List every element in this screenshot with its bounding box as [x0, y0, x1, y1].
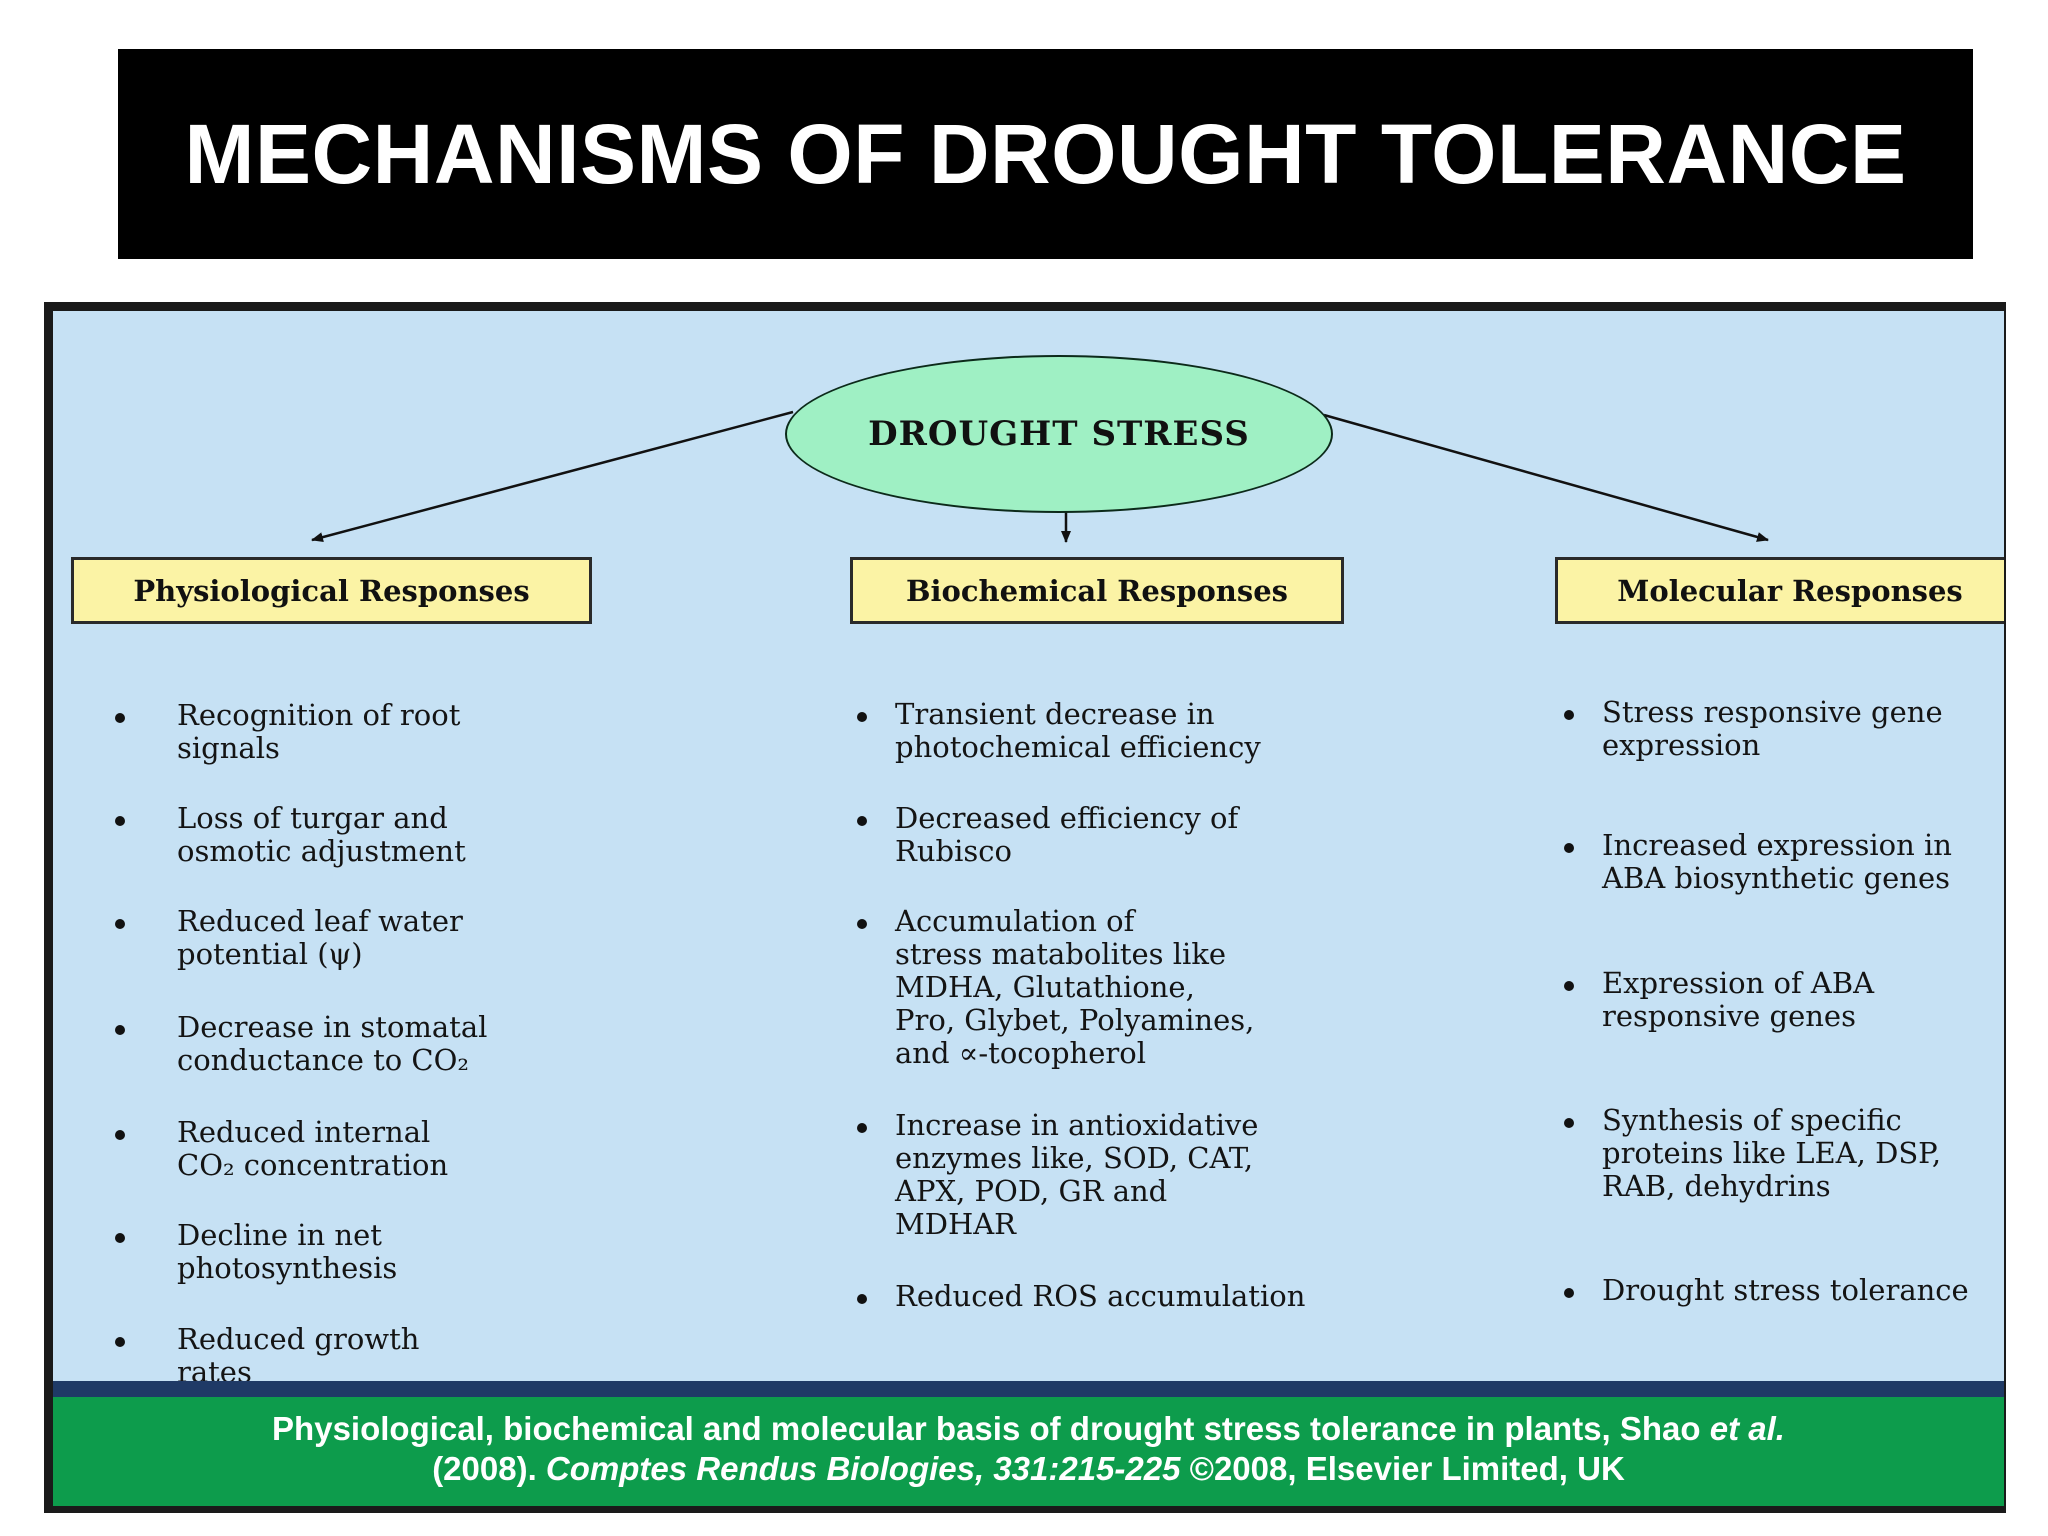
physiological-item: [177, 905, 463, 971]
biochemical-item-line: stress matabolites like: [895, 937, 1227, 971]
biochemical-heading: Biochemical Responses: [850, 557, 1344, 624]
physiological-item-line: potential (ψ): [177, 937, 363, 971]
arrow-to-physiological: [312, 412, 793, 540]
biochemical-item-line: APX, POD, GR and: [895, 1174, 1168, 1208]
physiological-item-line: Loss of turgar and: [177, 801, 448, 835]
citation-text-2c: ©2008, Elsevier Limited, UK: [1180, 1450, 1625, 1487]
biochemical-item-line: photochemical efficiency: [895, 730, 1261, 764]
physiological-item-line: Reduced growth: [177, 1322, 420, 1356]
physiological-item-line: osmotic adjustment: [177, 834, 466, 868]
molecular-item-line: expression: [1602, 728, 1761, 762]
physiological-item: [177, 1219, 397, 1285]
molecular-item-line: Increased expression in: [1602, 828, 1952, 862]
molecular-item: [1602, 1274, 1969, 1307]
citation-footer: [53, 1397, 2004, 1506]
molecular-heading: Molecular Responses: [1555, 557, 2004, 624]
biochemical-bullet: [857, 816, 867, 826]
biochemical-item-line: MDHAR: [895, 1207, 1017, 1241]
molecular-item-line: Stress responsive gene: [1602, 695, 1943, 729]
biochemical-item: [895, 802, 1238, 868]
physiological-item-line: rates: [177, 1355, 252, 1381]
molecular-item-line: Expression of ABA: [1602, 966, 1875, 1000]
biochemical-item-line: MDHA, Glutathione,: [895, 970, 1195, 1004]
physiological-item: [177, 1011, 487, 1077]
molecular-bullet: [1564, 1288, 1574, 1298]
molecular-item-line: RAB, dehydrins: [1602, 1169, 1831, 1203]
citation-line-1: [53, 1409, 2004, 1449]
citation-text-2b: Comptes Rendus Biologies, 331:215-225: [545, 1450, 1181, 1487]
biochemical-item-line: Rubisco: [895, 834, 1012, 868]
physiological-item-line: Decline in net: [177, 1218, 382, 1252]
biochemical-item-line: and ∝-tocopherol: [895, 1036, 1146, 1070]
physiological-item-line: Reduced leaf water: [177, 904, 463, 938]
citation-text-2a: (2008).: [432, 1450, 546, 1487]
slide-title: MECHANISMS OF DROUGHT TOLERANCE: [184, 106, 1907, 201]
molecular-item-line: responsive genes: [1602, 999, 1856, 1033]
molecular-bullet: [1564, 1118, 1574, 1128]
physiological-item: [177, 699, 460, 765]
physiological-item-line: Reduced internal: [177, 1115, 431, 1149]
physiological-item-line: Decrease in stomatal: [177, 1010, 488, 1044]
biochemical-bullet: [857, 1123, 867, 1133]
arrow-to-molecular: [1324, 415, 1768, 540]
physiological-bullet: [115, 919, 125, 929]
diagram-figure: [44, 302, 2006, 1513]
physiological-bullet: [115, 1130, 125, 1140]
molecular-item-line: Drought stress tolerance: [1602, 1273, 1969, 1307]
biochemical-item-line: Decreased efficiency of: [895, 801, 1239, 835]
biochemical-item-line: Reduced ROS accumulation: [895, 1279, 1306, 1313]
physiological-item: [177, 1323, 419, 1381]
physiological-bullet: [115, 713, 125, 723]
physiological-bullet: [115, 1025, 125, 1035]
molecular-item-line: proteins like LEA, DSP,: [1602, 1136, 1942, 1170]
physiological-item-line: photosynthesis: [177, 1251, 398, 1285]
diagram-panel: [53, 311, 2004, 1381]
title-bar: [118, 49, 1973, 259]
biochemical-item: [895, 905, 1254, 1070]
physiological-bullet: [115, 816, 125, 826]
biochemical-item-line: Accumulation of: [895, 904, 1135, 938]
physiological-item-line: signals: [177, 731, 280, 765]
molecular-item: [1602, 829, 1952, 895]
physiological-bullet: [115, 1337, 125, 1347]
citation-text-1a: Physiological, biochemical and molecular basis of drought stress tolerance in plants, Shao: [272, 1410, 1710, 1447]
biochemical-item-line: Transient decrease in: [895, 697, 1215, 731]
physiological-item-line: Recognition of root: [177, 698, 461, 732]
molecular-item: [1602, 1104, 1941, 1203]
physiological-item: [177, 1116, 448, 1182]
biochemical-bullet: [857, 712, 867, 722]
molecular-item: [1602, 696, 1943, 762]
molecular-bullet: [1564, 981, 1574, 991]
physiological-bullet: [115, 1233, 125, 1243]
molecular-bullet: [1564, 710, 1574, 720]
molecular-item-line: ABA biosynthetic genes: [1602, 861, 1950, 895]
biochemical-item-line: enzymes like, SOD, CAT,: [895, 1141, 1254, 1175]
molecular-item: [1602, 967, 1874, 1033]
biochemical-bullet: [857, 919, 867, 929]
molecular-item-line: Synthesis of specific: [1602, 1103, 1902, 1137]
physiological-item-line: CO₂ concentration: [177, 1148, 449, 1182]
physiological-heading: Physiological Responses: [71, 557, 592, 624]
footer-divider: [53, 1381, 2004, 1397]
drought-stress-node: DROUGHT STRESS: [785, 355, 1333, 513]
physiological-item-line: conductance to CO₂: [177, 1043, 470, 1077]
citation-text-1b: et al.: [1709, 1410, 1785, 1447]
biochemical-item: [895, 1280, 1305, 1313]
biochemical-item: [895, 698, 1261, 764]
citation-line-2: [53, 1449, 2004, 1489]
molecular-bullet: [1564, 843, 1574, 853]
physiological-item: [177, 802, 466, 868]
biochemical-item-line: Increase in antioxidative: [895, 1108, 1259, 1142]
biochemical-item-line: Pro, Glybet, Polyamines,: [895, 1003, 1255, 1037]
biochemical-bullet: [857, 1294, 867, 1304]
biochemical-item: [895, 1109, 1258, 1241]
